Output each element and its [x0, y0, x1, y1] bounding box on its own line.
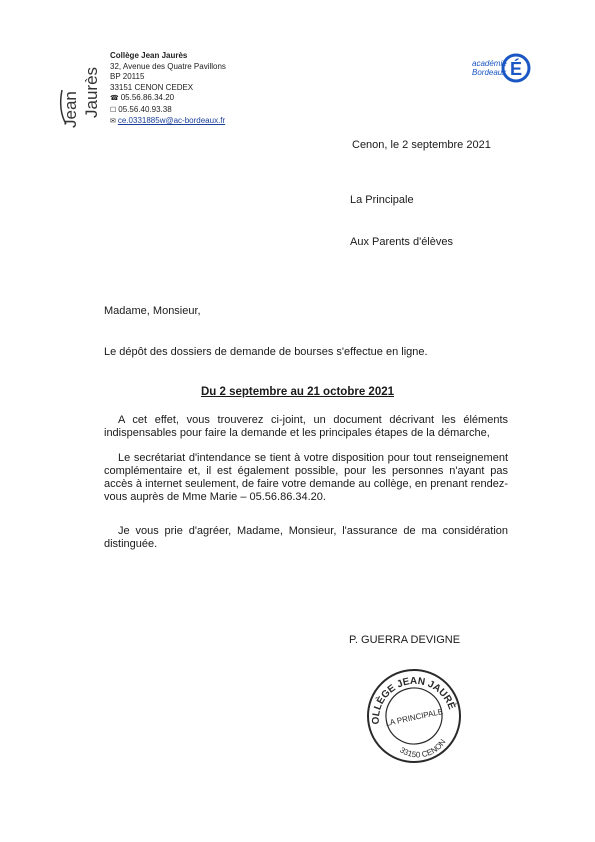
academy-letter: É — [510, 59, 523, 79]
stamp-middle-text: LA PRINCIPALE — [384, 706, 444, 728]
address-line-3: 33151 CENON CEDEX — [110, 82, 194, 92]
address-line-1: 32, Avenue des Quatre Pavillons — [110, 61, 226, 71]
email-link[interactable]: ce.0331885w@ac-bordeaux.fr — [117, 116, 226, 125]
logo-text-jaures: Jaurès — [82, 66, 101, 118]
letter-date: Cenon, le 2 septembre 2021 — [352, 139, 491, 151]
college-name: Collège Jean Jaurès — [110, 51, 188, 60]
paragraph-2: Le secrétariat d'intendance se tient à votre disposition pour tout renseignement complémentaire et, il est également possible, pour les personnes n'ayant pas accès à internet seulement, de faire votre demande au collège, en prenant rendez-vous auprès de Mme Marie – 05.56.86.34.20. — [104, 452, 508, 503]
email-icon: ✉ — [110, 118, 116, 125]
paragraph-3: Je vous prie d'agréer, Madame, Monsieur, l'assurance de ma considération distinguée. — [104, 525, 508, 550]
logo-text-jean: Jean — [61, 91, 80, 128]
academy-text-1: académie — [472, 59, 507, 68]
address-line-2: BP 20115 — [110, 72, 145, 81]
fax-line — [110, 105, 226, 117]
college-logo — [56, 40, 102, 132]
sender: La Principale — [350, 194, 414, 206]
period-text: Du 2 septembre au 21 octobre 2021 — [200, 386, 395, 398]
stamp-bottom-text: 33150 CENON — [398, 737, 448, 760]
stamp-top-text: COLLÈGE JEAN JAURÈS — [370, 675, 458, 725]
fax-icon: ☐ — [110, 106, 117, 114]
paragraph-1: A cet effet, vous trouverez ci-joint, un document décrivant les éléments indispensables pour faire la demande et les principales étapes de la démarche, — [104, 414, 508, 439]
salutation: Madame, Monsieur, — [104, 305, 201, 317]
signature-name: P. GUERRA DEVIGNE — [349, 634, 461, 646]
period-heading — [0, 386, 595, 398]
recipient: Aux Parents d'élèves — [350, 236, 453, 248]
school-stamp — [362, 664, 466, 768]
email-line — [110, 116, 226, 128]
phone-icon: ☎ — [110, 95, 119, 102]
academy-logo — [472, 44, 532, 90]
fax-number: 05.56.40.93.38 — [118, 104, 172, 114]
academy-text-2: Bordeaux — [472, 68, 507, 77]
phone-number: 05.56.86.34.20 — [120, 93, 175, 102]
intro-line: Le dépôt des dossiers de demande de bourses s'effectue en ligne. — [104, 346, 428, 358]
phone-line — [110, 93, 226, 105]
letterhead — [110, 51, 226, 128]
